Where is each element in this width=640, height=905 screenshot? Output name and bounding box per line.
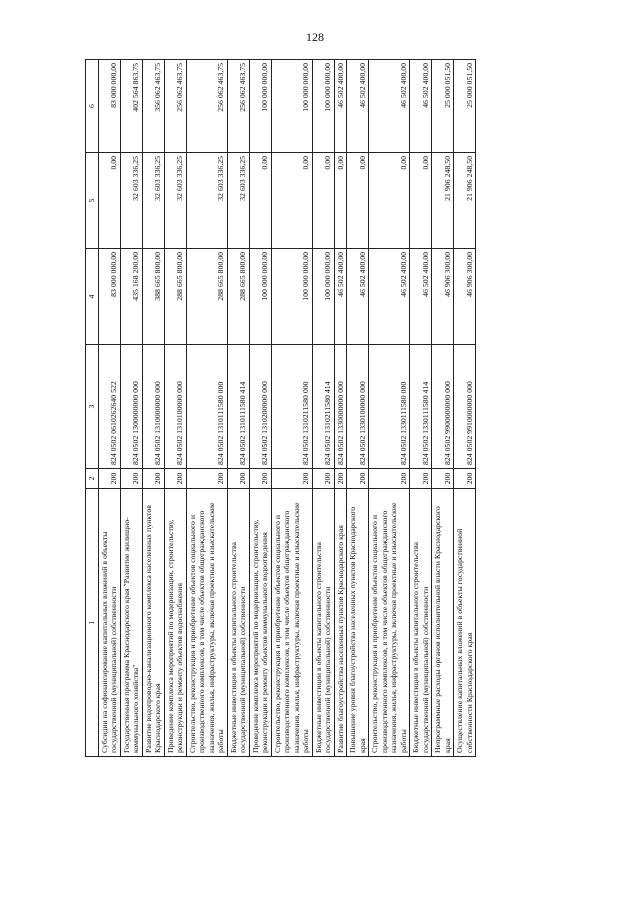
row-col6-cell: 402 564 863,75 <box>120 60 142 153</box>
table-row <box>410 60 432 757</box>
row-col4-cell: 46 502 400,00 <box>410 249 432 345</box>
row-col4-cell: 435 168 200,00 <box>120 249 142 345</box>
row-col6-cell: 25 000 051,50 <box>454 60 476 153</box>
row-name-cell: Повышение уровня благоустройства населенных пунктов Краснодарского края <box>347 489 369 757</box>
table-row <box>271 60 312 757</box>
row-col6-cell: 356 062 463,75 <box>142 60 164 153</box>
row-group-cell: 200 <box>369 469 410 489</box>
table-row <box>312 60 334 757</box>
row-col6-cell: 100 000 000,00 <box>271 60 312 153</box>
row-code-cell: 824 0502 0610262640 522 <box>98 345 120 469</box>
row-code-cell: 824 0502 1310200000 000 <box>249 345 271 469</box>
row-code-cell: 824 0502 1330111580 000 <box>369 345 410 469</box>
row-name-cell: Развитие водопроводно-канализационного комплекса населенных пунктов Краснодарского края <box>142 489 164 757</box>
row-group-cell: 200 <box>249 469 271 489</box>
budget-table <box>85 59 476 757</box>
row-name-cell: Осуществление капитальных вложений в объекты государственной собственности Краснодарского края <box>454 489 476 757</box>
row-code-cell: 824 0502 1310111580 414 <box>227 345 249 469</box>
row-name-cell: Бюджетные инвестиции в объекты капитального строительства государственной (муниципальной) собственности <box>410 489 432 757</box>
table-wrapper <box>85 60 595 757</box>
row-name-cell: Строительство, реконструкция и приобретение объектов социального и производственного комплексов, в том числе объектов общегражданского назначения, жилья, инфраструктуры, включая проектные и изыскательские работы <box>186 489 227 757</box>
page-number: 128 <box>306 30 324 44</box>
table-row <box>249 60 271 757</box>
rotated-table-frame <box>85 60 595 757</box>
row-group-cell: 200 <box>432 469 454 489</box>
table-row <box>334 60 347 757</box>
table-row <box>369 60 410 757</box>
row-col5-cell: 0,00 <box>98 153 120 249</box>
row-col4-cell: 100 000 000,00 <box>249 249 271 345</box>
row-col5-cell: 32 603 336,25 <box>120 153 142 249</box>
row-name-cell: Развитие благоустройства населенных пунктов Краснодарского края <box>334 489 347 757</box>
row-name-cell: Государственная программа Краснодарского края "Развитие жилищно-коммунального хозяйства" <box>120 489 142 757</box>
row-col5-cell: 32 603 336,25 <box>164 153 186 249</box>
table-row <box>164 60 186 757</box>
table-row <box>120 60 142 757</box>
row-col4-cell: 100 000 000,00 <box>271 249 312 345</box>
row-col5-cell: 21 906 248,50 <box>454 153 476 249</box>
row-col5-cell: 0,00 <box>249 153 271 249</box>
row-col4-cell: 46 502 400,00 <box>369 249 410 345</box>
header-col-3: 3 <box>86 345 99 469</box>
row-code-cell: 824 0502 1330111580 414 <box>410 345 432 469</box>
table-row <box>186 60 227 757</box>
row-col4-cell: 46 906 300,00 <box>454 249 476 345</box>
row-col6-cell: 256 062 463,75 <box>227 60 249 153</box>
row-col4-cell: 46 906 300,00 <box>432 249 454 345</box>
table-row <box>142 60 164 757</box>
row-col6-cell: 46 502 400,00 <box>369 60 410 153</box>
row-name-cell: Бюджетные инвестиции в объекты капитального строительства государственной (муниципальной) собственности <box>227 489 249 757</box>
row-col4-cell: 288 665 800,00 <box>186 249 227 345</box>
row-col5-cell: 0,00 <box>271 153 312 249</box>
row-col4-cell: 388 665 800,00 <box>142 249 164 345</box>
row-group-cell: 200 <box>142 469 164 489</box>
row-col5-cell: 0,00 <box>334 153 347 249</box>
row-col5-cell: 32 603 336,25 <box>186 153 227 249</box>
row-col5-cell: 0,00 <box>347 153 369 249</box>
row-col4-cell: 46 502 400,00 <box>347 249 369 345</box>
row-col6-cell: 256 062 463,75 <box>186 60 227 153</box>
row-col5-cell: 0,00 <box>312 153 334 249</box>
row-group-cell: 200 <box>410 469 432 489</box>
row-name-cell: Проведение комплекса мероприятий по модернизации, строительству, реконструкции и ремонту объектов водоснабжения <box>164 489 186 757</box>
row-code-cell: 824 0502 1310111580 000 <box>186 345 227 469</box>
table-row <box>347 60 369 757</box>
row-group-cell: 200 <box>454 469 476 489</box>
row-group-cell: 200 <box>312 469 334 489</box>
row-col6-cell: 100 000 000,00 <box>249 60 271 153</box>
row-name-cell: Строительство, реконструкция и приобретение объектов социального и производственного комплексов, в том числе объектов общегражданского назначения, жилья, инфраструктуры, включая проектные и изыскательские работы <box>369 489 410 757</box>
row-name-cell: Субсидии на софинансирование капитальных вложений в объекты государственной (муниципальной) собственности <box>98 489 120 757</box>
row-col6-cell: 46 502 400,00 <box>347 60 369 153</box>
row-col5-cell: 0,00 <box>369 153 410 249</box>
header-col-5: 5 <box>86 153 99 249</box>
row-group-cell: 200 <box>120 469 142 489</box>
row-code-cell: 824 0502 1310211580 414 <box>312 345 334 469</box>
row-col6-cell: 25 000 051,50 <box>432 60 454 153</box>
row-code-cell: 824 0502 1330100000 000 <box>347 345 369 469</box>
row-col6-cell: 256 062 463,75 <box>164 60 186 153</box>
row-col4-cell: 288 665 800,00 <box>164 249 186 345</box>
row-col6-cell: 46 502 400,00 <box>334 60 347 153</box>
header-col-6: 6 <box>86 60 99 153</box>
row-group-cell: 200 <box>271 469 312 489</box>
table-row <box>432 60 454 757</box>
row-name-cell: Непрограммные расходы органов исполнительной власти Краснодарского края <box>432 489 454 757</box>
row-group-cell: 200 <box>334 469 347 489</box>
row-code-cell: 824 0502 1310211580 000 <box>271 345 312 469</box>
header-col-2: 2 <box>86 469 99 489</box>
row-code-cell: 824 0502 9900000000 000 <box>432 345 454 469</box>
table-row <box>454 60 476 757</box>
table-row <box>227 60 249 757</box>
table-body <box>98 60 476 757</box>
row-col6-cell: 46 502 400,00 <box>410 60 432 153</box>
row-code-cell: 824 0502 1300000000 000 <box>120 345 142 469</box>
row-group-cell: 200 <box>164 469 186 489</box>
row-name-cell: Проведение комплекса мероприятий по модернизации, строительству, реконструкции и ремонту объектов коммунального водоотведения <box>249 489 271 757</box>
row-group-cell: 200 <box>186 469 227 489</box>
row-col6-cell: 83 000 000,00 <box>98 60 120 153</box>
row-code-cell: 824 0502 1310000000 000 <box>142 345 164 469</box>
row-col5-cell: 32 603 336,25 <box>227 153 249 249</box>
row-code-cell: 824 0502 9910000000 000 <box>454 345 476 469</box>
row-name-cell: Строительство, реконструкция и приобретение объектов социального и производственного комплексов, в том числе объектов общегражданского назначения, жилья, инфраструктуры, включая проектные и изыскательские работы <box>271 489 312 757</box>
row-col5-cell: 21 906 248,50 <box>432 153 454 249</box>
row-col4-cell: 46 502 400,00 <box>334 249 347 345</box>
row-name-cell: Бюджетные инвестиции в объекты капитального строительства государственной (муниципальной) собственности <box>312 489 334 757</box>
row-col4-cell: 288 665 800,00 <box>227 249 249 345</box>
header-col-1: 1 <box>86 489 99 757</box>
row-group-cell: 200 <box>227 469 249 489</box>
header-col-4: 4 <box>86 249 99 345</box>
row-col5-cell: 0,00 <box>410 153 432 249</box>
row-col4-cell: 100 000 000,00 <box>312 249 334 345</box>
row-group-cell: 200 <box>347 469 369 489</box>
row-col6-cell: 100 000 000,00 <box>312 60 334 153</box>
header-row <box>86 60 99 757</box>
row-col5-cell: 32 603 336,25 <box>142 153 164 249</box>
row-code-cell: 824 0502 1330000000 000 <box>334 345 347 469</box>
row-col4-cell: 83 000 000,00 <box>98 249 120 345</box>
row-code-cell: 824 0502 1310100000 000 <box>164 345 186 469</box>
row-group-cell: 200 <box>98 469 120 489</box>
table-row <box>98 60 120 757</box>
